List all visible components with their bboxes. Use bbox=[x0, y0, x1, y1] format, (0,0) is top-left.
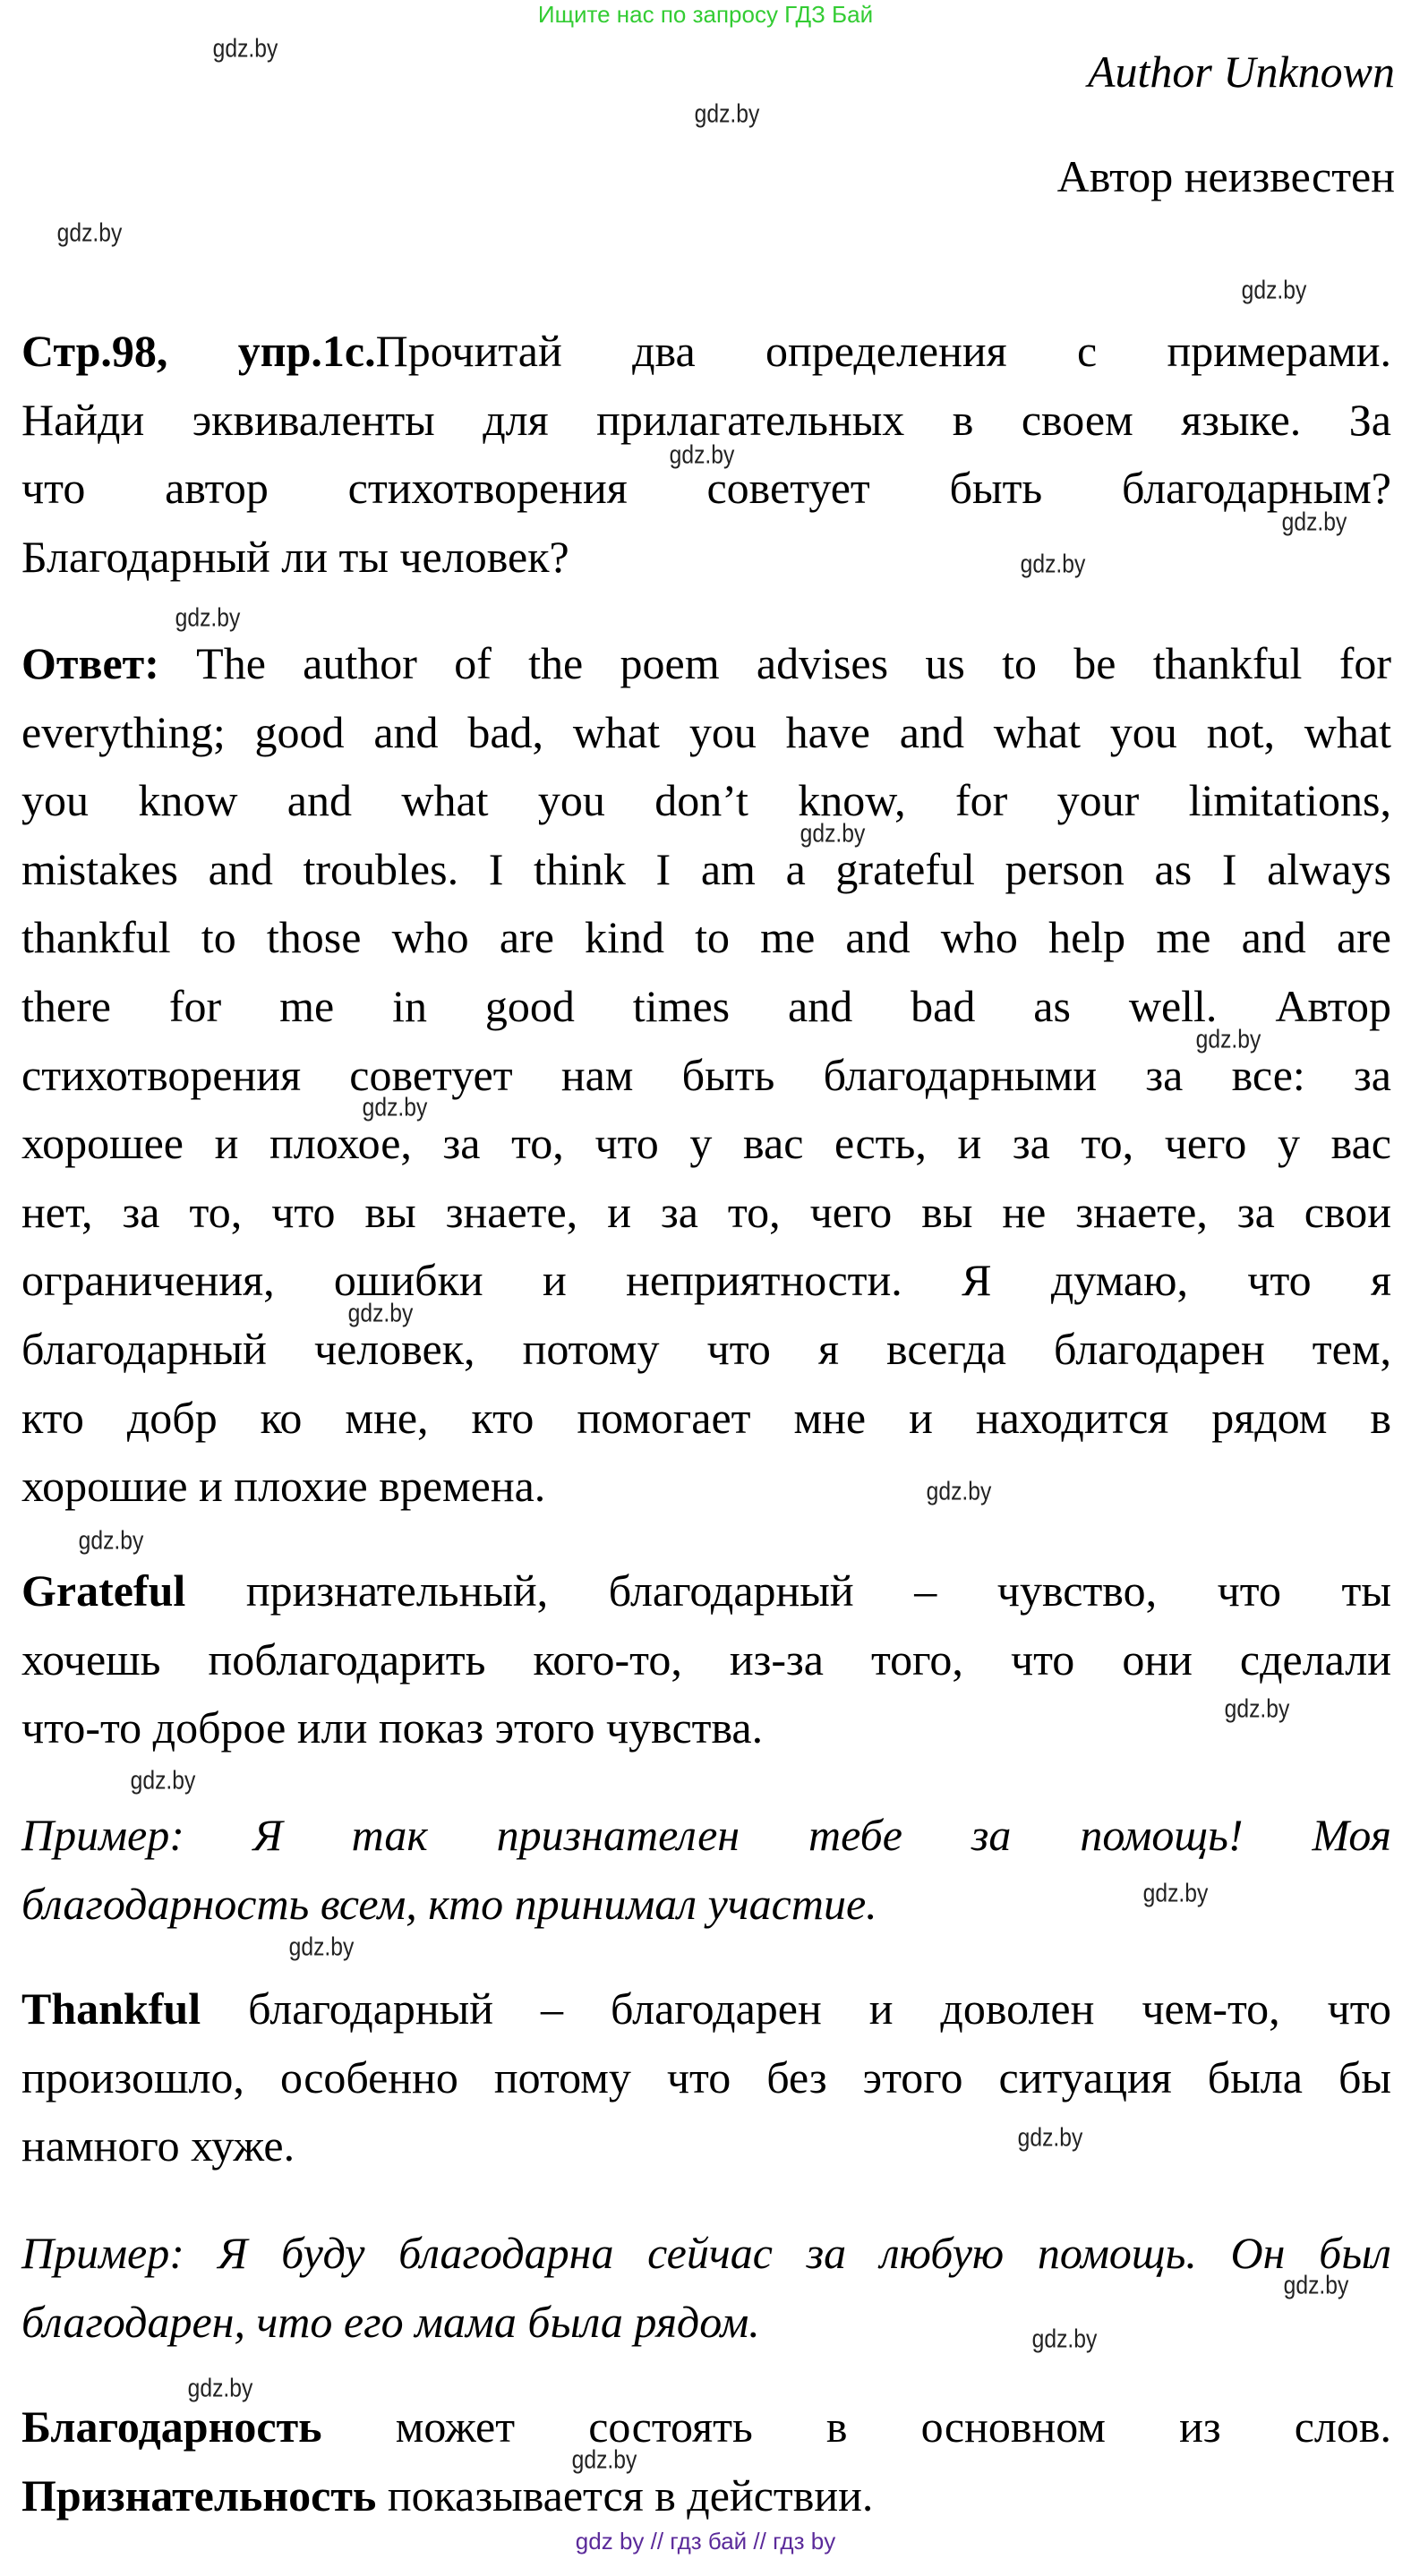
line-text: ограничения, ошибки и неприятности. Я думаю, что я bbox=[21, 1255, 1391, 1306]
thankful-example-line bbox=[21, 2295, 1391, 2349]
search-banner[interactable]: Ищите нас по запросу ГДЗ Бай bbox=[537, 1, 874, 28]
grateful-definition-line bbox=[21, 1633, 1391, 1686]
bold-term: Стр.98, упр.1с. bbox=[21, 326, 376, 376]
answer-line bbox=[21, 636, 1391, 690]
watermark: gdz.by bbox=[1017, 2123, 1083, 2153]
watermark: gdz.by bbox=[1021, 550, 1086, 579]
line-text: The author of the poem advises us to be thankful for bbox=[158, 638, 1391, 688]
line-text: благодарный человек, потому что я всегда благодарен тем, bbox=[21, 1324, 1391, 1374]
task-line bbox=[21, 324, 1391, 378]
line-text: Найди эквиваленты для прилагательных в своем языке. За bbox=[21, 394, 1391, 445]
line-text: хорошее и плохое, за то, что у вас есть, и за то, чего у вас bbox=[21, 1118, 1391, 1169]
line-text: хочешь поблагодарить кого-то, из-за того, что они сделали bbox=[21, 1633, 1391, 1685]
answer-line bbox=[21, 1391, 1391, 1445]
author-english: Author Unknown bbox=[1087, 47, 1395, 97]
task-line bbox=[21, 530, 1391, 584]
line-text: mistakes and troubles. I think I am a grateful person as I always bbox=[21, 843, 1391, 894]
line-text: намного хуже. bbox=[21, 2120, 295, 2171]
answer-line bbox=[21, 1116, 1391, 1170]
answer-line bbox=[21, 705, 1391, 759]
watermark: gdz.by bbox=[175, 603, 240, 633]
watermark: gdz.by bbox=[363, 1093, 428, 1122]
answer-line bbox=[21, 773, 1391, 827]
line-text: признательный, благодарный – чувство, что ты bbox=[185, 1565, 1391, 1616]
watermark: gdz.by bbox=[1195, 1025, 1261, 1054]
line-text: Благодарный ли ты человек? bbox=[21, 531, 569, 582]
conclusion-line bbox=[21, 2400, 1391, 2453]
bold-term: Thankful bbox=[21, 1983, 201, 2034]
bold-term: Ответ: bbox=[21, 638, 159, 688]
thankful-example-line bbox=[21, 2226, 1391, 2280]
answer-line bbox=[21, 1253, 1391, 1307]
line-text: thankful to those who are kind to me and who help me and are bbox=[21, 912, 1391, 963]
line-text: you know and what you don’t know, for your limitations, bbox=[21, 775, 1391, 826]
grateful-example-line bbox=[21, 1808, 1391, 1862]
watermark: gdz.by bbox=[1225, 1694, 1290, 1724]
answer-line bbox=[21, 1048, 1391, 1102]
line-text: благодарен, что его мама была рядом. bbox=[21, 2296, 760, 2347]
footer-links[interactable]: gdz by // гдз бай // гдз by bbox=[575, 2528, 836, 2555]
watermark: gdz.by bbox=[56, 218, 123, 248]
watermark: gdz.by bbox=[1142, 1879, 1209, 1908]
task-line bbox=[21, 393, 1391, 447]
watermark: gdz.by bbox=[1031, 2324, 1098, 2354]
watermark: gdz.by bbox=[131, 1766, 196, 1796]
line-text: показывается в действии. bbox=[376, 2469, 874, 2521]
conclusion-line bbox=[21, 2469, 1391, 2522]
grateful-definition-line bbox=[21, 1701, 1391, 1754]
bold-term: Признательность bbox=[21, 2469, 377, 2521]
answer-line bbox=[21, 842, 1391, 896]
watermark: gdz.by bbox=[571, 2445, 637, 2475]
line-text: хорошие и плохие времена. bbox=[21, 1461, 546, 1512]
thankful-definition-line bbox=[21, 1982, 1391, 2035]
grateful-definition-line bbox=[21, 1564, 1391, 1617]
line-text: благодарность всем, кто принимал участие. bbox=[21, 1878, 877, 1929]
watermark: gdz.by bbox=[1241, 276, 1307, 305]
line-text: может состоять в основном из слов. bbox=[321, 2401, 1391, 2452]
answer-line bbox=[21, 979, 1391, 1033]
watermark: gdz.by bbox=[800, 819, 866, 849]
line-text: everything; good and bad, what you have and what you not, what bbox=[21, 706, 1391, 757]
watermark: gdz.by bbox=[212, 34, 278, 64]
watermark: gdz.by bbox=[669, 440, 735, 470]
answer-line bbox=[21, 910, 1391, 964]
line-text: Прочитай два определения с примерами. bbox=[375, 326, 1391, 376]
answer-line bbox=[21, 1185, 1391, 1239]
line-text: благодарный – благодарен и доволен чем-то, что bbox=[201, 1983, 1391, 2034]
line-text: Пример: Я буду благодарна сейчас за любую помощь. Он был bbox=[21, 2228, 1391, 2278]
answer-line bbox=[21, 1322, 1391, 1376]
author-russian: Автор неизвестен bbox=[1056, 151, 1395, 201]
watermark: gdz.by bbox=[1283, 2271, 1349, 2300]
bold-term: Grateful bbox=[21, 1565, 186, 1616]
line-text: стихотворения советует нам быть благодарными за все: за bbox=[21, 1049, 1391, 1100]
watermark: gdz.by bbox=[694, 99, 759, 129]
thankful-definition-line bbox=[21, 2051, 1391, 2104]
line-text: Пример: Я так признателен тебе за помощь! Моя bbox=[21, 1810, 1391, 1860]
line-text: произошло, особенно потому что без этого ситуация была бы bbox=[21, 2051, 1391, 2103]
line-text: кто добр ко мне, кто помогает мне и находится рядом в bbox=[21, 1392, 1391, 1443]
line-text: there for me in good times and bad as well. Автор bbox=[21, 981, 1391, 1031]
watermark: gdz.by bbox=[187, 2374, 253, 2402]
answer-line bbox=[21, 1459, 1391, 1513]
line-text: что автор стихотворения советует быть благодарным? bbox=[21, 463, 1391, 514]
bold-term: Благодарность bbox=[21, 2401, 322, 2452]
watermark: gdz.by bbox=[288, 1932, 355, 1962]
watermark: gdz.by bbox=[347, 1299, 414, 1328]
line-text: что-то доброе или показ этого чувства. bbox=[21, 1702, 764, 1753]
thankful-definition-line bbox=[21, 2119, 1391, 2172]
watermark: gdz.by bbox=[1281, 508, 1347, 537]
line-text: нет, за то, что вы знаете, и за то, чего вы не знаете, за свои bbox=[21, 1186, 1391, 1237]
watermark: gdz.by bbox=[78, 1526, 144, 1556]
watermark: gdz.by bbox=[926, 1477, 992, 1506]
